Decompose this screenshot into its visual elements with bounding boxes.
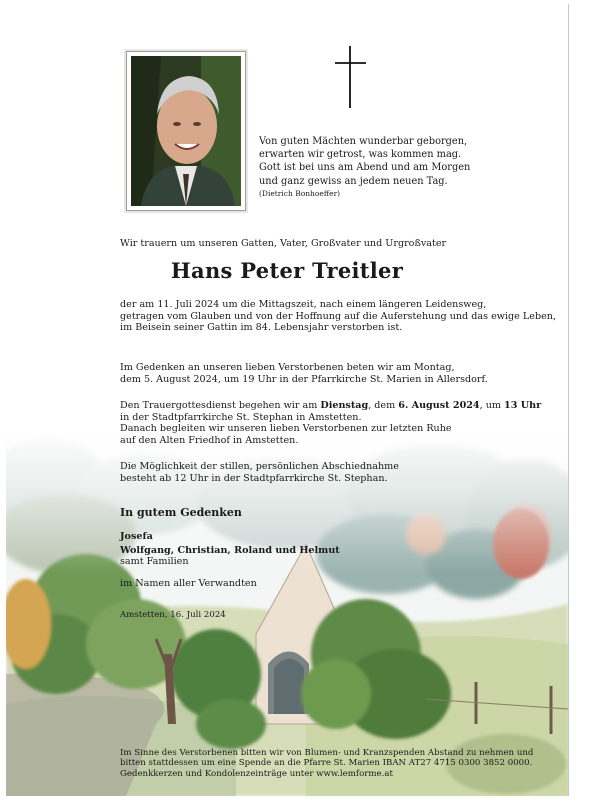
memory-heading: In gutem Gedenken — [120, 506, 242, 519]
text-line: dem 5. August 2024, um 19 Uhr in der Pfarrkirche St. Marien in Allersdorf. — [120, 373, 488, 385]
cross-icon — [332, 46, 372, 110]
text-line: Im Gedenken an unseren lieben Verstorbenen beten wir am Montag, — [120, 362, 455, 373]
text-line: in der Stadtpfarrkirche St. Stephan in Amstetten. — [120, 411, 362, 423]
death-notice — [120, 299, 556, 334]
mourner-names — [120, 531, 340, 589]
service-text: , dem — [368, 400, 399, 411]
footer-notice — [120, 748, 533, 779]
service-date: 6. August 2024 — [398, 400, 480, 411]
service-text: , um — [479, 400, 505, 411]
relatives-text: im Namen aller Verwandten — [120, 577, 257, 589]
poem-line: Gott ist bei uns am Abend und am Morgen — [259, 162, 471, 174]
text-line: Die Möglichkeit der stillen, persönlichen Abschiednahme — [120, 461, 399, 472]
families-text: samt Familien — [120, 556, 189, 568]
text-line: getragen vom Glauben und von der Hoffnung auf die Auferstehung und das ewige Leben, — [120, 310, 557, 322]
footer-line: Gedenkkerzen und Kondolenzeinträge unter www.lemforme.at — [120, 768, 393, 779]
footer-line: Im Sinne des Verstorbenen bitten wir von Blumen- und Kranzspenden Abstand zu nehmen und — [120, 748, 534, 758]
wife-name: Josefa — [120, 531, 153, 542]
poem-line: und ganz gewiss an jedem neuen Tag. — [259, 175, 448, 187]
service-text: Den Trauergottesdienst begehen wir am — [120, 400, 321, 411]
portrait-photo — [126, 51, 246, 211]
poem — [259, 135, 489, 199]
text-line: besteht ab 12 Uhr in der Stadtpfarrkirche St. Stephan. — [120, 472, 388, 484]
text-line: auf den Alten Friedhof in Amstetten. — [120, 434, 299, 446]
farewell-notice — [120, 461, 399, 484]
intro-text: Wir trauern um unseren Gatten, Vater, Großvater und Urgroßvater — [120, 238, 447, 249]
deceased-name: Hans Peter Treitler — [170, 258, 404, 283]
service-time: 13 Uhr — [504, 400, 542, 411]
poem-line: erwarten wir getrost, was kommen mag. — [259, 149, 462, 161]
footer-line: bitten stattdessen um eine Spende an die Pfarre St. Marien IBAN AT27 4715 0300 3852 0000. — [120, 758, 533, 769]
text-line — [120, 400, 541, 412]
mourners — [120, 507, 242, 519]
poem-author: (Dietrich Bonhoeffer) — [259, 188, 341, 198]
text-line: Danach begleiten wir unseren lieben Verstorbenen zur letzten Ruhe — [120, 423, 452, 435]
text-line: im Beisein seiner Gattin im 84. Lebensjahr verstorben ist. — [120, 322, 403, 334]
poem-line: Von guten Mächten wunderbar geborgen, — [259, 136, 468, 147]
service-day: Dienstag — [320, 400, 369, 411]
children-names: Wolfgang, Christian, Roland und Helmut — [120, 544, 340, 556]
prayer-notice — [120, 362, 488, 385]
service-notice — [120, 400, 541, 446]
place-date: Amstetten, 16. Juli 2024 — [120, 610, 226, 620]
text-line: der am 11. Juli 2024 um die Mittagszeit, nach einem längeren Leidensweg, — [120, 299, 487, 310]
obituary-page — [6, 4, 569, 796]
